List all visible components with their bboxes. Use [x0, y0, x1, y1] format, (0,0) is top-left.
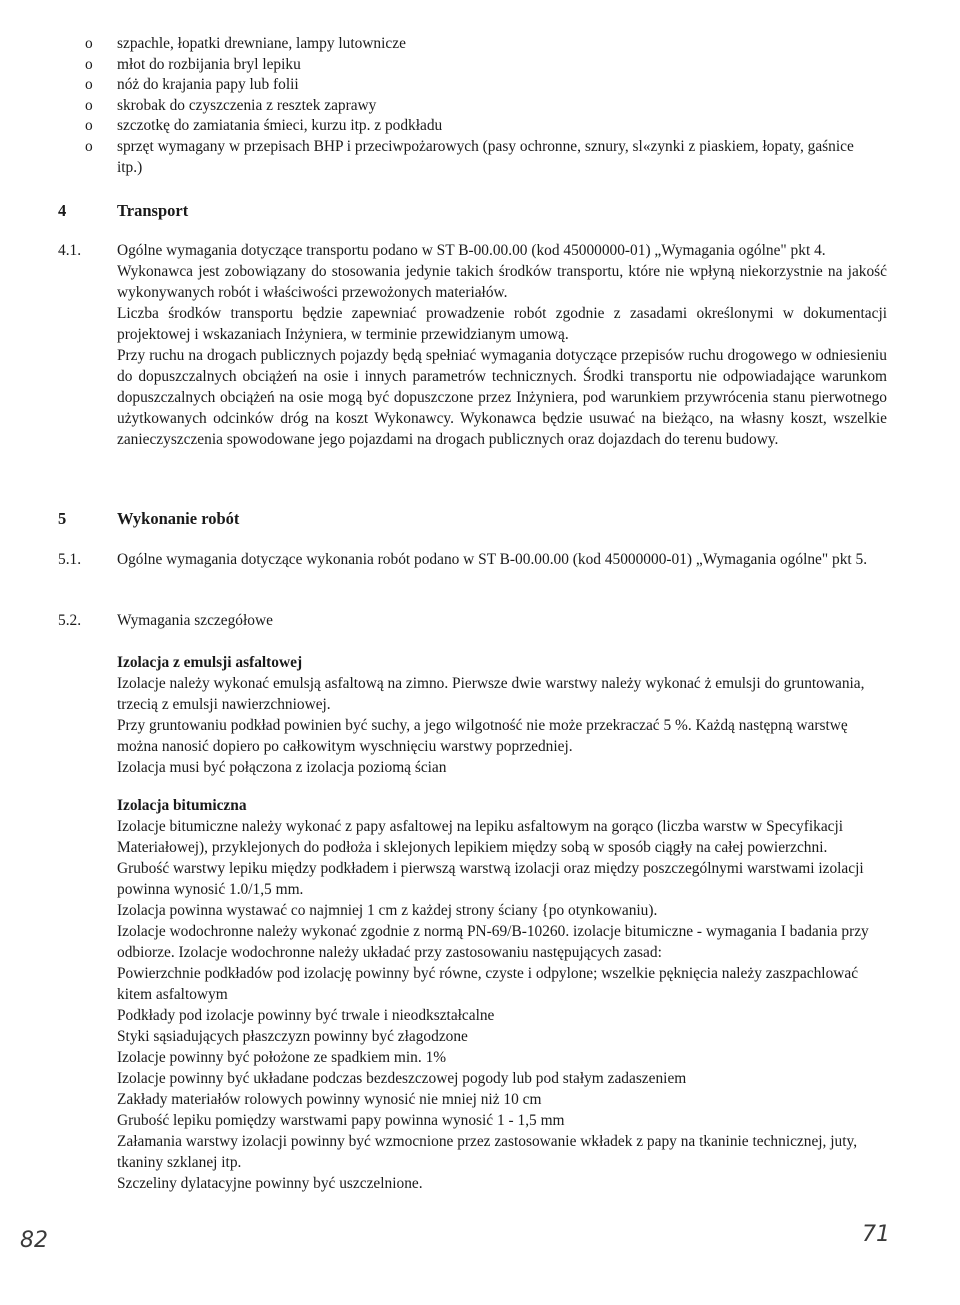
bullet-marker: o: [85, 137, 93, 155]
subsection-title: Izolacja bitumiczna: [117, 797, 247, 814]
list-item: o sprzęt wymagany w przepisach BHP i przeciwpożarowych (pasy ochronne, sznury, sl«zynki z piaskiem, łopaty, gaśnice itp.): [85, 137, 854, 176]
paragraph: Izolacje powinny być położone ze spadkiem min. 1%: [117, 1049, 447, 1066]
list-item: o młot do rozbijania bryl lepiku: [85, 55, 875, 76]
paragraph: Zakłady materiałów rolowych powinny wynosić nie mniej niż 10 cm: [117, 1091, 542, 1108]
paragraph: Izolacja musi być połączona z izolacja poziomą ścian: [117, 759, 447, 776]
emulsion-insulation-block: [117, 652, 877, 778]
bullet-marker: o: [85, 96, 93, 114]
paragraph: Izolacja powinna wystawać co najmniej 1 cm z każdej strony ściany {po otynkowaniu).: [117, 902, 658, 919]
paragraph: Liczba środków transportu będzie zapewniać prowadzenie robót zgodnie z zasadami określonymi w dokumentacji projektowej i wskazaniach Inżyniera, w terminie przewidzianym umową.: [117, 305, 887, 343]
paragraph: Izolacje należy wykonać emulsją asfaltową na zimno. Pierwsze dwie warstwy należy wykonać ż emulsji do gruntowania, trzecią z emulsji nawierzchniowej.: [117, 675, 865, 713]
paragraph: Powierzchnie podkładów pod izolację powinny być równe, czyste i odpylone; wszelkie pęknięcia należy zaszpachlować kitem asfaltowym: [117, 965, 859, 1003]
paragraph: Izolacje bitumiczne należy wykonać z papy asfaltowej na lepiku asfaltowym na gorąco (liczba warstw w Specyfikacji Materiałowej), przyklejonych do podłoża i sklejonych lepikiem między sobą w sposób ciągły na całej powierzchni.: [117, 818, 844, 856]
paragraph: Załamania warstwy izolacji powinny być wzmocnione przez zastosowanie wkładek z papy na tkaninie technicznej, juty, tkaniny szklanej itp.: [117, 1133, 858, 1171]
subsection-title: Izolacja z emulsji asfaltowej: [117, 654, 303, 671]
section-4-title: Transport: [117, 201, 189, 220]
paragraph: Izolacje powinny być układane podczas bezdeszczowej pogody lub pod stałym zadaszeniem: [117, 1070, 687, 1087]
bullet-marker: o: [85, 35, 93, 52]
bitumen-insulation-block: [117, 795, 877, 1194]
section-5-number: 5: [58, 509, 67, 528]
paragraph: Styki sąsiadujących płaszczyzn powinny być złagodzone: [117, 1028, 468, 1045]
section-4-number: 4: [58, 201, 67, 220]
paragraph: Ogólne wymagania dotyczące transportu podano w ST B-00.00.00 (kod 45000000-01) „Wymagania ogólne" pkt 4.: [117, 242, 826, 259]
equipment-list: [85, 34, 875, 178]
section-5-title: Wykonanie robót: [117, 509, 240, 528]
bullet-marker: o: [85, 76, 93, 94]
paragraph: Izolacje wodochronne należy wykonać zgodnie z normą PN-69/B-10260. izolacje bitumiczne - wymagania I badania przy odbiorze. Izolacje wodochronne należy układać przy zastosowaniu następujących zasad:: [117, 923, 869, 961]
paragraph: Podkłady pod izolacje powinny być trwale i nieodkształcalne: [117, 1007, 495, 1024]
section-5-2-title: Wymagania szczegółowe: [117, 612, 273, 629]
bullet-marker: o: [85, 55, 93, 73]
section-5-1-number: 5.1.: [58, 551, 82, 568]
paragraph: Szczeliny dylatacyjne powinny być uszczelnione.: [117, 1175, 423, 1192]
section-5-1-body: Ogólne wymagania dotyczące wykonania robót podano w ST B-00.00.00 (kod 45000000-01) „Wymagania ogólne" pkt 5.: [117, 551, 868, 568]
section-5-2-number: 5.2.: [58, 612, 82, 629]
list-item: o skrobak do czyszczenia z resztek zaprawy: [85, 96, 875, 117]
section-4-1-number: 4.1.: [58, 242, 82, 259]
list-item: o nóż do krajania papy lub folii: [85, 75, 875, 96]
paragraph: Przy ruchu na drogach publicznych pojazdy będą spełniać wymagania dotyczące przepisów ruchu drogowego w odniesieniu do dopuszczalnych obciążeń na osie i innych parametrów technicznych. Środki transportu nie odpowiadające warunkom dopuszczalnych obciążeń na osie mogą być dopuszczone przez Inżyniera, pod warunkiem przywrócenia stanu pierwotnego użytkowanych odcinków dróg na koszt Wykonawcy. Wykonawca będzie usuwać na bieżąco, na własny koszt, wszelkie zanieczyszczenia spowodowane jego pojazdami na drogach publicznych oraz dojazdach do terenu budowy.: [117, 347, 887, 448]
paragraph: Grubość lepiku pomiędzy warstwami papy powinna wynosić 1 - 1,5 mm: [117, 1112, 565, 1129]
bullet-marker: o: [85, 117, 93, 135]
handwritten-number-left: 82: [20, 1228, 48, 1253]
paragraph: Grubość warstwy lepiku między podkładem i pierwszą warstwą izolacji oraz między poszczególnymi warstwami izolacji powinna wynosić 1.0/1,5 mm.: [117, 860, 864, 898]
list-item: o szpachle, łopatki drewniane, lampy lutownicze: [85, 34, 875, 55]
handwritten-number-right: 71: [862, 1222, 890, 1247]
list-item: o szczotkę do zamiatania śmieci, kurzu itp. z podkładu: [85, 116, 875, 137]
paragraph: Przy gruntowaniu podkład powinien być suchy, a jego wilgotność nie może przekraczać 5 %. Każdą następną warstwę można nanosić dopiero po całkowitym wyschnięciu warstwy poprzedniej.: [117, 717, 848, 755]
section-4-1-body: [117, 240, 887, 450]
paragraph: Wykonawca jest zobowiązany do stosowania jedynie takich środków transportu, które nie wpłyną niekorzystnie na jakość wykonywanych robót i właściwości przewożonych materiałów.: [117, 263, 887, 301]
